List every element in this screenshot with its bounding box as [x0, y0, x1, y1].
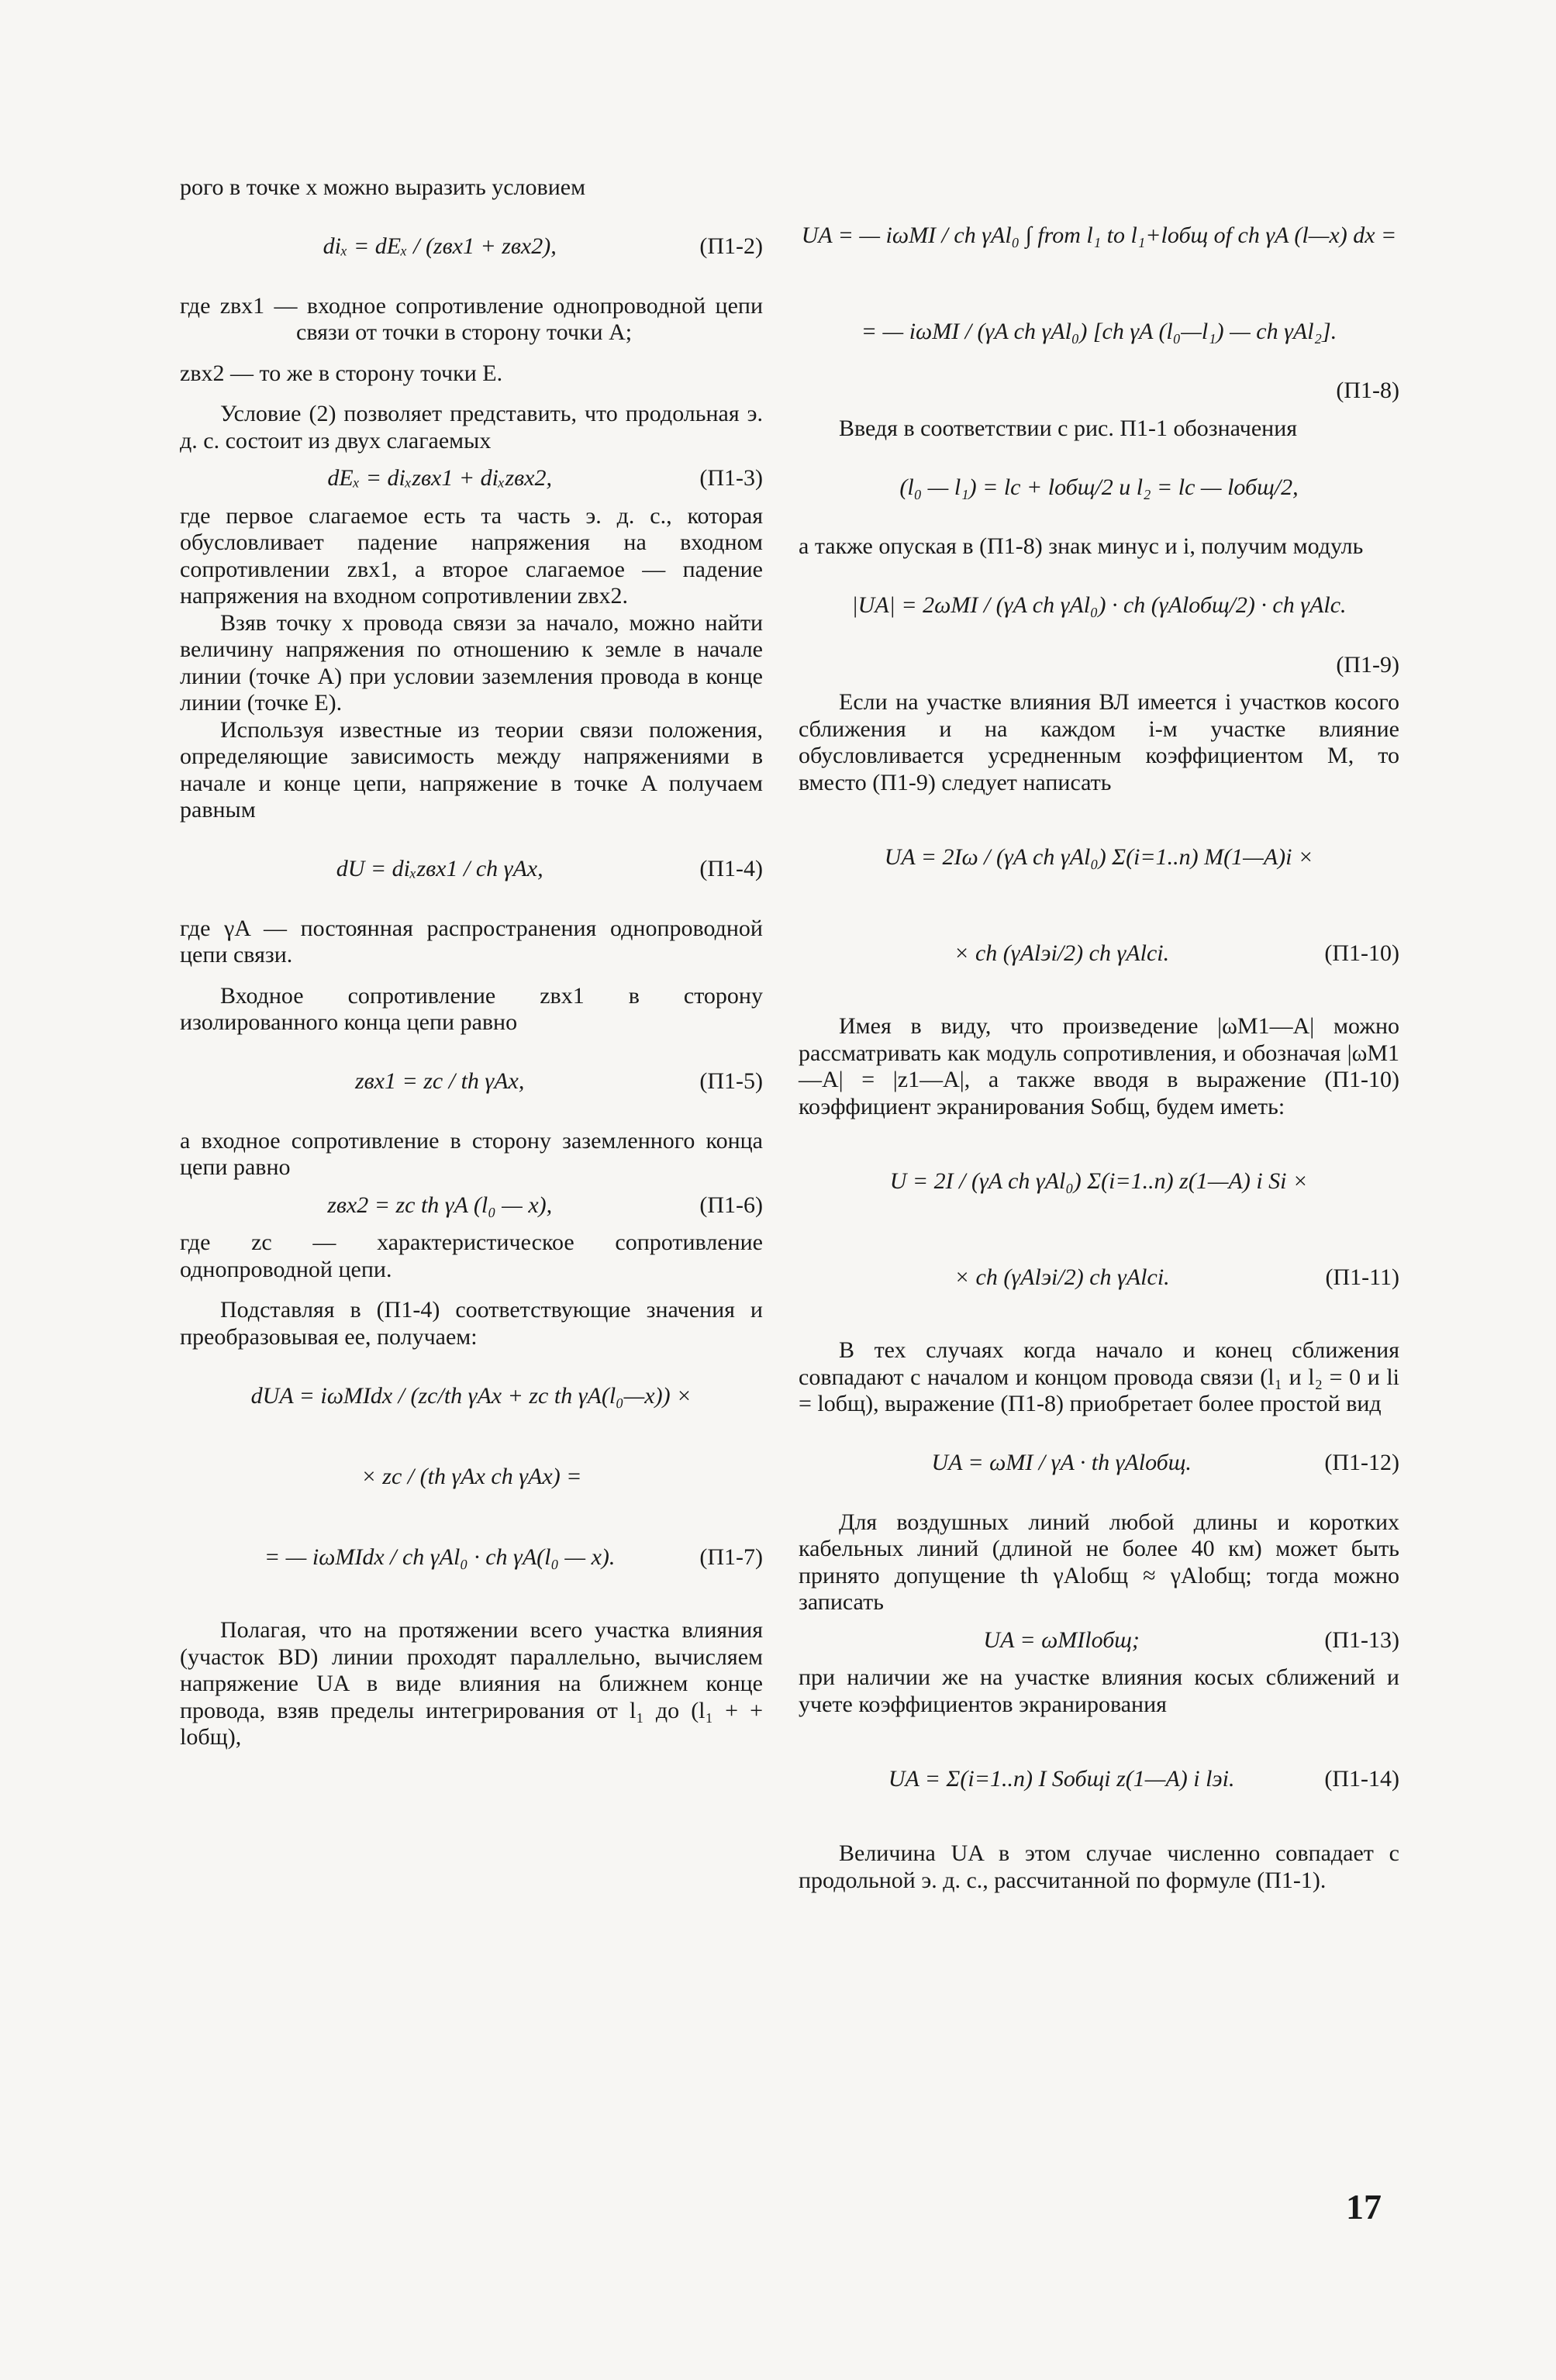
formula-expression: zвх2 = zc th γA (l₀ — x), [327, 1192, 553, 1218]
formula-number: (П1-11) [1325, 1264, 1399, 1290]
formula-p1-13 [799, 1627, 1399, 1654]
formula-p1-12 [799, 1429, 1399, 1499]
formula-expression: × ch (γAlэi/2) ch γAlci. [954, 1264, 1170, 1290]
formula-p1-9 [799, 571, 1399, 641]
spacer [180, 1603, 763, 1617]
paragraph: а входное сопротивление в сторону заземленного конца цепи равно [180, 1127, 763, 1180]
formula-number: (П1-14) [1324, 1765, 1399, 1792]
formula-expression: UA = — iωMI / ch γAl₀ ∫ from l₁ to l₁+lобщ of ch γA (l—x) dx = [801, 222, 1397, 248]
page-number: 17 [1346, 2187, 1382, 2227]
formula-p1-3 [180, 465, 763, 492]
formula-p1-2 [180, 212, 763, 282]
formula-number: (П1-6) [699, 1192, 763, 1218]
paragraph: Используя известные из теории связи положения, определяющие зависимость между напряжениями в начале и конце цепи, напряжение в точке A получаем равным [180, 716, 763, 823]
formula-expression: (l₀ — l₁) = lc + lобщ/2 и l₂ = lc — lобщ/2, [899, 474, 1299, 500]
formula-p1-5 [180, 1047, 763, 1117]
formula-expression: dUA = iωMIdx / (zc/th γAx + zc th γA(l₀—x)) × [250, 1382, 692, 1409]
formula-p1-4 [180, 835, 763, 905]
spacer [799, 1323, 1399, 1337]
formula-p1-8-label [799, 378, 1399, 405]
spacer [180, 969, 763, 983]
formula-p1-7b [180, 1442, 763, 1512]
formula-expression: = — iωMI / (γA ch γAl₀) [ch γA (l₀—l₁) — ch γAl₂]. [861, 318, 1337, 344]
formula-p1-7a [180, 1361, 763, 1431]
paragraph: при наличии же на участке влияния косых сближений и учете коэффициентов экранирования [799, 1664, 1399, 1717]
left-column [180, 174, 763, 1751]
definition: zвх2 — то же в сторону точки E. [180, 360, 503, 386]
formula-expression: diₓ = dEₓ / (zвх1 + zвх2), [323, 233, 557, 260]
paragraph: Условие (2) позволяет представить, что продольная э. д. с. состоит из двух слагаемых [180, 401, 763, 454]
paragraph: где первое слагаемое есть та часть э. д. с., которая обусловливает падение напряжения на входном сопротивлении zвх1, а второе слагаемое — падение напряжения на входном сопротивлении zвх2. [180, 502, 763, 609]
paragraph: где γA — постоянная распространения однопроводной цепи связи. [180, 915, 763, 968]
formula-expression: = — iωMIdx / ch γAl₀ · ch γA(l₀ — x). [264, 1544, 616, 1570]
formula-p1-11b [799, 1243, 1399, 1312]
formula-expression: UA = ωMIlобщ; [983, 1626, 1140, 1653]
formula-expression: UA = 2Iω / (γA ch γAl₀) Σ(i=1..n) M(1—A)i × [884, 843, 1314, 870]
formula-expression: UA = Σ(i=1..n) I Sобщi z(1—A) i lэi. [888, 1765, 1235, 1792]
formula-expression: U = 2I / (γA ch γAl₀) Σ(i=1..n) z(1—A) i Si × [889, 1168, 1309, 1194]
formula-number: (П1-8) [1336, 378, 1399, 403]
paragraph: Имея в виду, что произведение |ωM1—A| можно рассматривать как модуль сопротивления, и обозначая |ωM1—A| = |z1—A|, а также вводя в выражение (П1-10) коэффициент экранирования Sобщ, будем иметь: [799, 1013, 1399, 1119]
spacer [180, 387, 763, 401]
paragraph: Полагая, что на протяжении всего участка влияния (участок BD) линии проходят параллельно, вычисляем напряжение UA в виде влияния на ближнем конце провода, взяв пределы интегрирования от l₁ до (l₁ + + lобщ), [180, 1617, 764, 1750]
formula-p1-11a [799, 1131, 1399, 1232]
formula-p1-6 [180, 1192, 763, 1219]
paragraph: Величина UA в этом случае численно совпадает с продольной э. д. с., рассчитанной по формуле (П1-1). [799, 1840, 1399, 1893]
formula-number: (П1-3) [699, 465, 763, 491]
paragraph: Подставляя в (П1-4) соответствующие значения и преобразовывая ее, получаем: [180, 1297, 763, 1350]
formula-number: (П1-10) [1324, 940, 1399, 966]
formula-number: (П1-5) [699, 1068, 763, 1095]
formula-expression: × zc / (th γAx ch γAx) = [361, 1463, 582, 1489]
formula-number: (П1-9) [1336, 651, 1399, 678]
formula-p1-14 [799, 1729, 1399, 1830]
paragraph: Взяв точку x провода связи за начало, можно найти величину напряжения по отношению к земле в начале линии (точке A) при условии заземления провода в конце линии (точке E). [180, 609, 763, 716]
spacer [180, 1283, 763, 1297]
formula-number: (П1-2) [699, 233, 763, 260]
paragraph: а также опуская в (П1-8) знак минус и i, получим модуль [799, 533, 1364, 559]
formula-notation [799, 453, 1399, 523]
formula-p1-8a [799, 185, 1399, 286]
formula-expression: dU = diₓzвх1 / ch γAx, [336, 856, 543, 882]
spacer [799, 999, 1399, 1013]
spacer [180, 347, 763, 360]
formula-p1-10a [799, 807, 1399, 908]
formula-p1-8b [799, 297, 1399, 367]
definition: где zвх1 — входное сопротивление однопроводной цепи связи от точки в сторону точки A; [180, 292, 763, 345]
paragraph: Для воздушных линий любой длины и коротких кабельных линий (длиной не более 40 км) может быть принято допущение th γAlобщ ≈ γAlобщ; тогда можно записать [799, 1509, 1399, 1615]
formula-number: (П1-7) [699, 1544, 763, 1570]
paragraph: Если на участке влияния ВЛ имеется i участков косого сближения и на каждом i-м участке влияние обусловливается усредненным коэффициентом M, то вместо (П1-9) следует написать [799, 689, 1399, 795]
formula-p1-7c [180, 1523, 763, 1592]
paragraph: рого в точке x можно выразить условием [180, 174, 586, 200]
formula-expression: UA = ωMI / γA · th γAlобщ. [931, 1450, 1192, 1476]
paragraph: Введя в соответствии с рис. П1-1 обозначения [839, 415, 1298, 441]
paragraph: где zc — характеристическое сопротивление однопроводной цепи. [180, 1230, 763, 1282]
paragraph: В тех случаях когда начало и конец сближения совпадают с началом и концом провода связи (l₁ и l₂ = 0 и li = lобщ), выражение (П1-8) приобретает более простой вид [799, 1337, 1399, 1416]
formula-p1-10b [799, 919, 1399, 988]
formula-p1-9-label [799, 652, 1399, 679]
formula-expression: |UA| = 2ωMI / (γA ch γAl₀) · ch (γAlобщ/2) · ch γAlc. [851, 592, 1347, 619]
paragraph: Входное сопротивление zвх1 в сторону изолированного конца цепи равно [180, 982, 763, 1035]
formula-expression: dEₓ = diₓzвх1 + diₓzвх2, [327, 465, 552, 491]
formula-expression: zвх1 = zc / th γAx, [354, 1068, 525, 1095]
formula-number: (П1-13) [1324, 1626, 1399, 1653]
right-column [799, 174, 1399, 1894]
formula-expression: × ch (γAlэi/2) ch γAlci. [954, 940, 1170, 966]
formula-number: (П1-12) [1324, 1450, 1399, 1476]
formula-number: (П1-4) [699, 856, 763, 882]
